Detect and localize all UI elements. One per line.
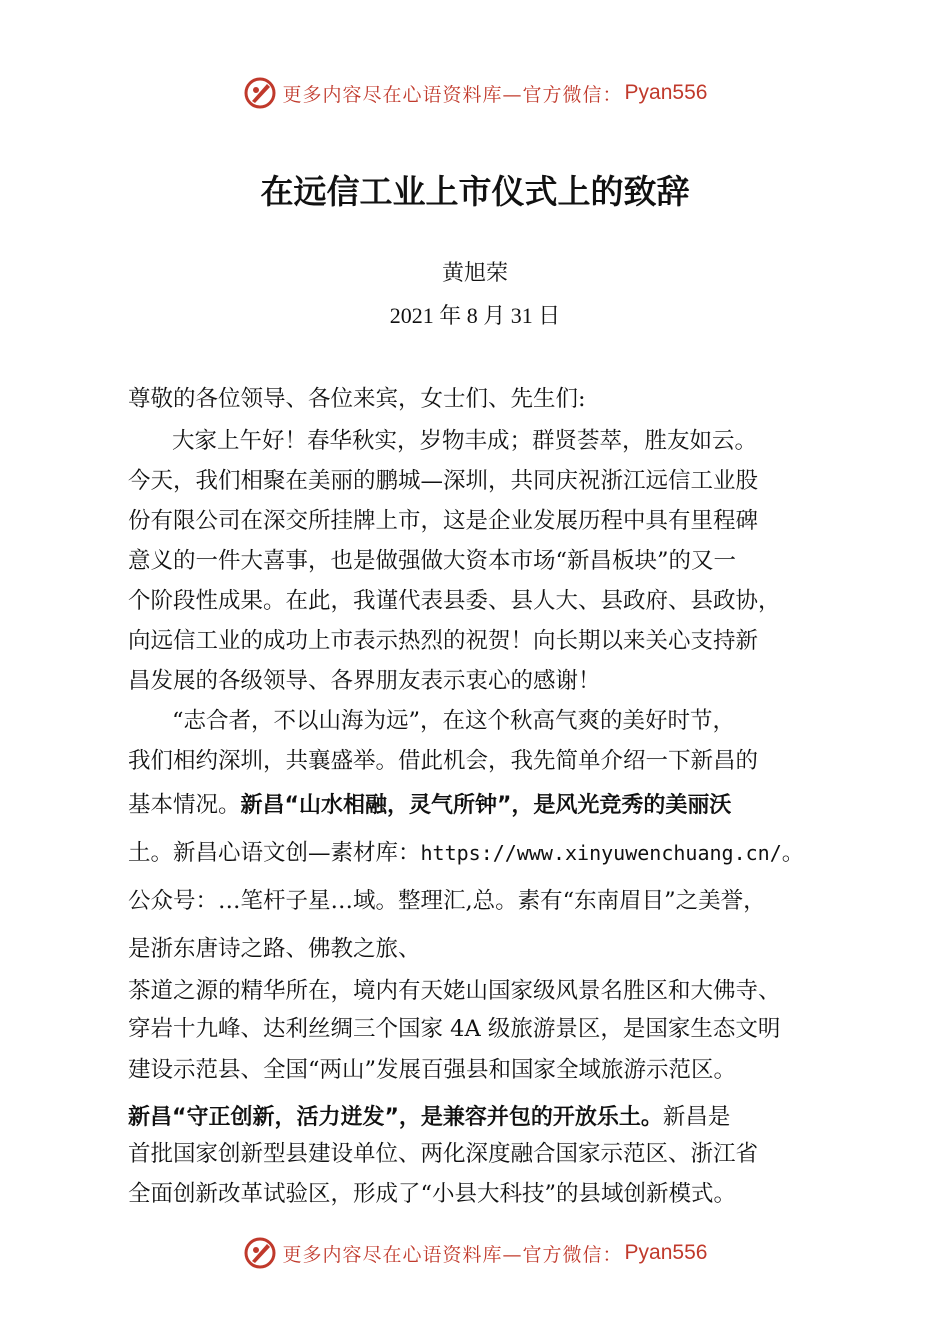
footer-wechat-id: Pyan556 (624, 1241, 708, 1264)
paragraph-line: 今天，我们相聚在美丽的鹏城—深圳，共同庆祝浙江远信工业股 (128, 468, 759, 494)
header-banner (0, 73, 950, 113)
paragraph-line: 是浙东唐诗之路、佛教之旅、 (128, 936, 421, 962)
header-wechat-id: Pyan556 (624, 81, 708, 104)
url-suffix: 。 (781, 840, 805, 866)
document-date: 2021 年 8 月 31 日 (389, 303, 561, 328)
highlight-scenery: 新昌“山水相融，灵气所钟”，是风光竞秀的美丽沃 (240, 793, 732, 818)
brand-logo-icon (243, 76, 277, 110)
paragraph-line: 穿岩十九峰、达利丝绸三个国家 4A 级旅游景区，是国家生态文明 (128, 1016, 781, 1042)
source-url: https://www.xinyuwenchuang.cn/ (420, 841, 782, 865)
paragraph-line: 昌发展的各级领导、各界朋友表示衷心的感谢！ (128, 668, 601, 694)
paragraph-line (128, 838, 804, 868)
paragraph-line: 茶道之源的精华所在，境内有天姥山国家级风景名胜区和大佛寺、 (128, 978, 781, 1004)
document-title: 在远信工业上市仪式上的致辞 (260, 172, 690, 211)
paragraph-line: 个阶段性成果。在此，我谨代表县委、县人大、县政府、县政协， (128, 588, 781, 614)
paragraph-line (128, 1102, 730, 1133)
basic-prefix: 基本情况。 (128, 792, 241, 818)
highlight-innovation: 新昌“守正创新，活力迸发”，是兼容并包的开放乐土。 (128, 1105, 663, 1130)
paragraph-line: 建设示范县、全国“两山”发展百强县和国家全域旅游示范区。 (128, 1057, 737, 1083)
brand-logo-icon (243, 1236, 277, 1270)
paragraph-line: 公众号：…笔杆子星…域。整理汇,总。素有“东南眉目”之美誉， (128, 888, 766, 914)
footer-banner (0, 1233, 950, 1273)
header-brand-text: 更多内容尽在心语资料库—官方微信： (282, 83, 623, 106)
paragraph-line: 意义的一件大喜事，也是做强做大资本市场“新昌板块”的又一 (128, 548, 737, 574)
paragraph-line: 首批国家创新型县建设单位、两化深度融合国家示范区、浙江省 (128, 1141, 759, 1167)
footer-brand-text: 更多内容尽在心语资料库—官方微信： (282, 1243, 623, 1266)
paragraph-line: 大家上午好！春华秋实，岁物丰成；群贤荟萃，胜友如云。 (172, 428, 758, 454)
salutation: 尊敬的各位领导、各位来宾，女士们、先生们: (128, 386, 586, 412)
paragraph-line: 份有限公司在深交所挂牌上市，这是企业发展历程中具有里程碑 (128, 508, 759, 534)
paragraph-line (128, 790, 731, 821)
paragraph-line: 向远信工业的成功上市表示热烈的祝贺！向长期以来关心支持新 (128, 628, 759, 654)
document-author: 黄旭荣 (441, 261, 508, 286)
innovation-rest: 新昌是 (662, 1104, 731, 1130)
paragraph-line: 我们相约深圳，共襄盛举。借此机会，我先简单介绍一下新昌的 (128, 748, 759, 774)
url-prefix: 土。新昌心语文创—素材库： (128, 840, 421, 866)
paragraph-line: “志合者，不以山海为远”，在这个秋高气爽的美好时节， (172, 708, 736, 734)
paragraph-line: 全面创新改革试验区，形成了“小县大科技”的县域创新模式。 (128, 1181, 737, 1207)
